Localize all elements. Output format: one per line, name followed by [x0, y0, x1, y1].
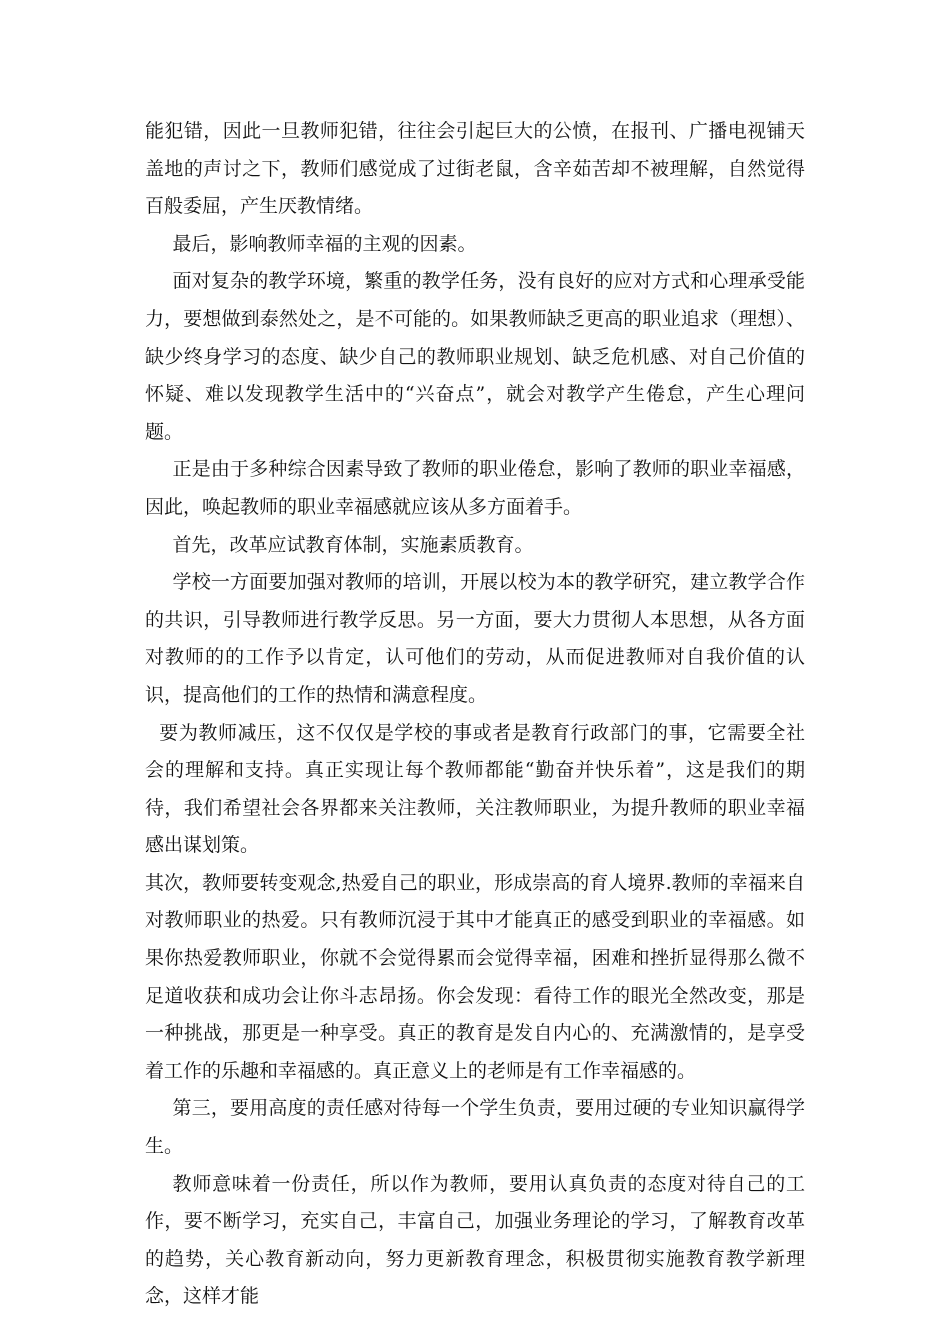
paragraph-2: 最后，影响教师幸福的主观的因素。 — [172, 232, 477, 255]
paragraph-9: 第三，要用高度的责任感对待每一个学生负责，要用过硬的专业知识赢得学生。 — [145, 1097, 805, 1158]
paragraph-10: 教师意味着一份责任，所以作为教师，要用认真负责的态度对待自己的工作，要不断学习，充实自己，丰富自己，加强业务理论的学习，了解教育改革的趋势，关心教育新动向，努力更新教育理念，积极贯彻实施教育教学新理念，这样才能 — [145, 1172, 805, 1308]
paragraph-5: 首先，改革应试教育体制，实施素质教育。 — [172, 533, 534, 556]
paragraph-8: 其次，教师要转变观念,热爱自己的职业，形成崇高的育人境界.教师的幸福来自对教师职业的热爱。只有教师沉浸于其中才能真正的感受到职业的幸福感。如果你热爱教师职业，你就不会觉得累而会觉得幸福，困难和挫折显得那么微不足道收获和成功会让你斗志昂扬。你会发现：看待工作的眼光全然改变，那是一种挑战，那更是一种享受。真正的教育是发自内心的、充满激情的，是享受着工作的乐趣和幸福感的。真正意义上的老师是有工作幸福感的。 — [145, 871, 805, 1082]
paragraph-1: 能犯错，因此一旦教师犯错，往往会引起巨大的公愤，在报刊、广播电视铺天盖地的声讨之下，教师们感觉成了过街老鼠，含辛茹苦却不被理解，自然觉得百般委屈，产生厌教情绪。 — [145, 120, 805, 218]
paragraph-4: 正是由于多种综合因素导致了教师的职业倦怠，影响了教师的职业幸福感，因此，唤起教师的职业幸福感就应该从多方面着手。 — [145, 458, 805, 518]
paragraph-6: 学校一方面要加强对教师的培训，开展以校为本的教学研究，建立教学合作的共识，引导教师进行教学反思。另一方面，要大力贯彻人本思想，从各方面对教师的的工作予以肯定，认可他们的劳动，从而促进教师对自我价值的认识，提高他们的工作的热情和满意程度。 — [145, 571, 805, 706]
paragraph-7: 要为教师减压，这不仅仅是学校的事或者是教育行政部门的事，它需要全社会的理解和支持。真正实现让每个教师都能“勤奋并快乐着”，这是我们的期待，我们希望社会各界都来关注教师，关注教师职业，为提升教师的职业幸福感出谋划策。 — [145, 721, 805, 857]
document-body — [145, 113, 805, 1316]
paragraph-3: 面对复杂的教学环境，繁重的教学任务，没有良好的应对方式和心理承受能力，要想做到泰然处之，是不可能的。如果教师缺乏更高的职业追求（理想）、缺少终身学习的态度、缺少自己的教师职业规划、缺乏危机感、对自己价值的怀疑、难以发现教学生活中的“兴奋点”，就会对教学产生倦怠，产生心理问题。 — [145, 270, 805, 443]
